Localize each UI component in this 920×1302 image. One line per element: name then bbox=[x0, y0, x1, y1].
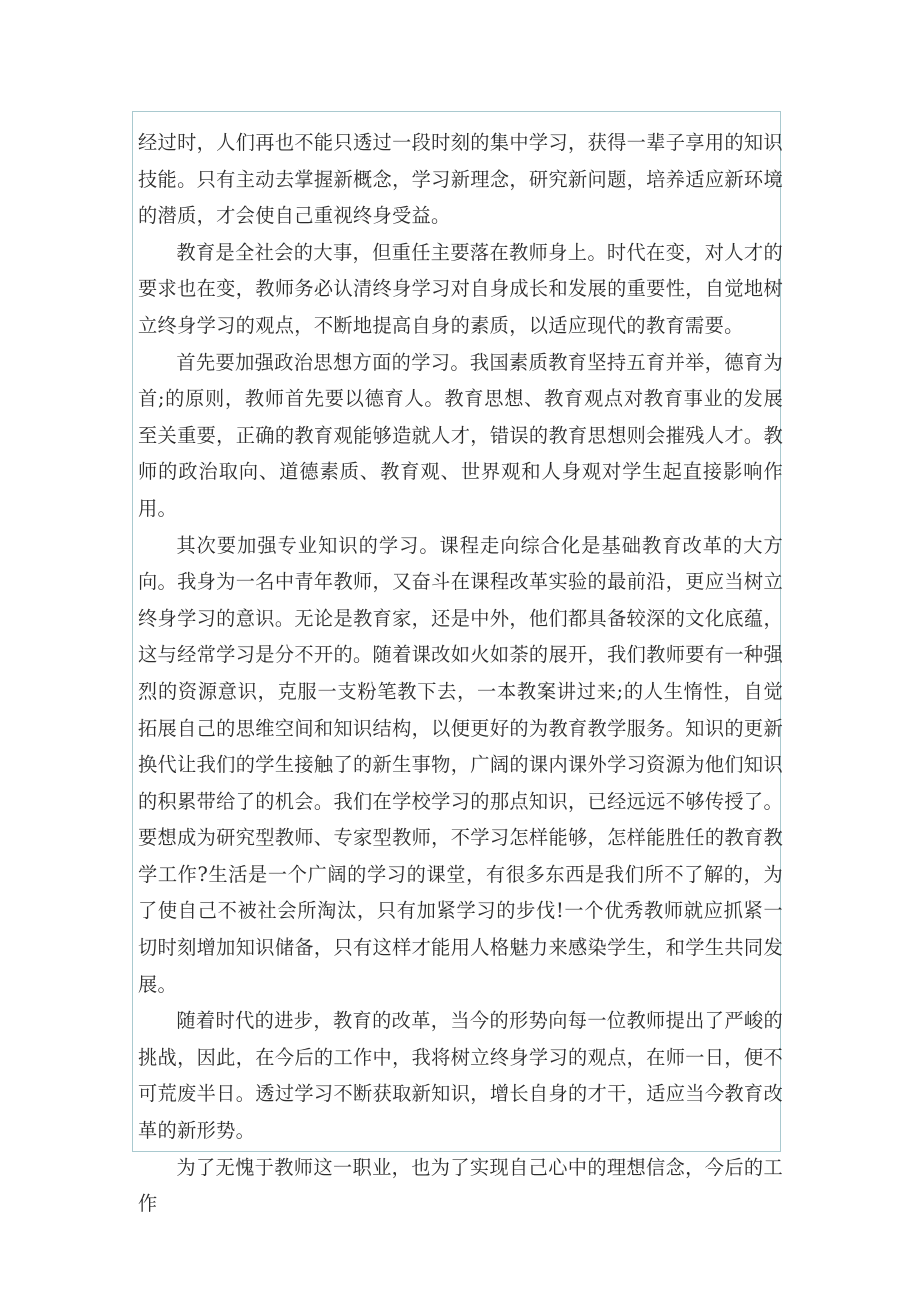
paragraph-4: 其次要加强专业知识的学习。课程走向综合化是基础教育改革的大方向。我身为一名中青年教师，又奋斗在课程改革实验的最前沿，更应当树立终身学习的意识。无论是教育家，还是中外，他们都具备较深的文化底蕴，这与经常学习是分不开的。随着课改如火如荼的展开，我们教师要有一种强烈的资源意识，克服一支粉笔教下去，一本教案讲过来;的人生惰性，自觉拓展自己的思维空间和知识结构，以便更好的为教育教学服务。知识的更新换代让我们的学生接触了的新生事物，广阔的课内课外学习资源为他们知识的积累带给了的机会。我们在学校学习的那点知识，已经远远不够传授了。要想成为研究型教师、专家型教师，不学习怎样能够，怎样能胜任的教育教学工作?生活是一个广阔的学习的课堂，有很多东西是我们所不了解的，为了使自己不被社会所淘汰，只有加紧学习的步伐!一个优秀教师就应抓紧一切时刻增加知识储备，只有这样才能用人格魅力来感染学生，和学生共同发展。 bbox=[138, 533, 783, 996]
paragraph-3: 首先要加强政治思想方面的学习。我国素质教育坚持五育并举，德育为首;的原则，教师首先要以德育人。教育思想、教育观点对教育事业的发展至关重要，正确的教育观能够造就人才，错误的教育思想则会摧残人才。教师的政治取向、道德素质、教育观、世界观和人身观对学生起直接影响作用。 bbox=[138, 350, 783, 520]
paragraph-2: 教育是全社会的大事，但重任主要落在教师身上。时代在变，对人才的要求也在变，教师务必认清终身学习对自身成长和发展的重要性，自觉地树立终身学习的观点，不断地提高自身的素质，以适应现代的教育需要。 bbox=[138, 240, 783, 337]
paragraph-6: 为了无愧于教师这一职业，也为了实现自己心中的理想信念，今后的工作 bbox=[138, 1155, 783, 1216]
document-page-frame bbox=[132, 111, 783, 1216]
document-body bbox=[138, 125, 783, 1223]
paragraph-1: 经过时，人们再也不能只透过一段时刻的集中学习，获得一辈子享用的知识技能。只有主动去掌握新概念，学习新理念，研究新问题，培养适应新环境的潜质，才会使自己重视终身受益。 bbox=[138, 131, 783, 228]
paragraph-5: 随着时代的进步，教育的改革，当今的形势向每一位教师提出了严峻的挑战，因此，在今后的工作中，我将树立终身学习的观点，在师一日，便不可荒废半日。透过学习不断获取新知识，增长自身的才干，适应当今教育改革的新形势。 bbox=[138, 1009, 783, 1143]
